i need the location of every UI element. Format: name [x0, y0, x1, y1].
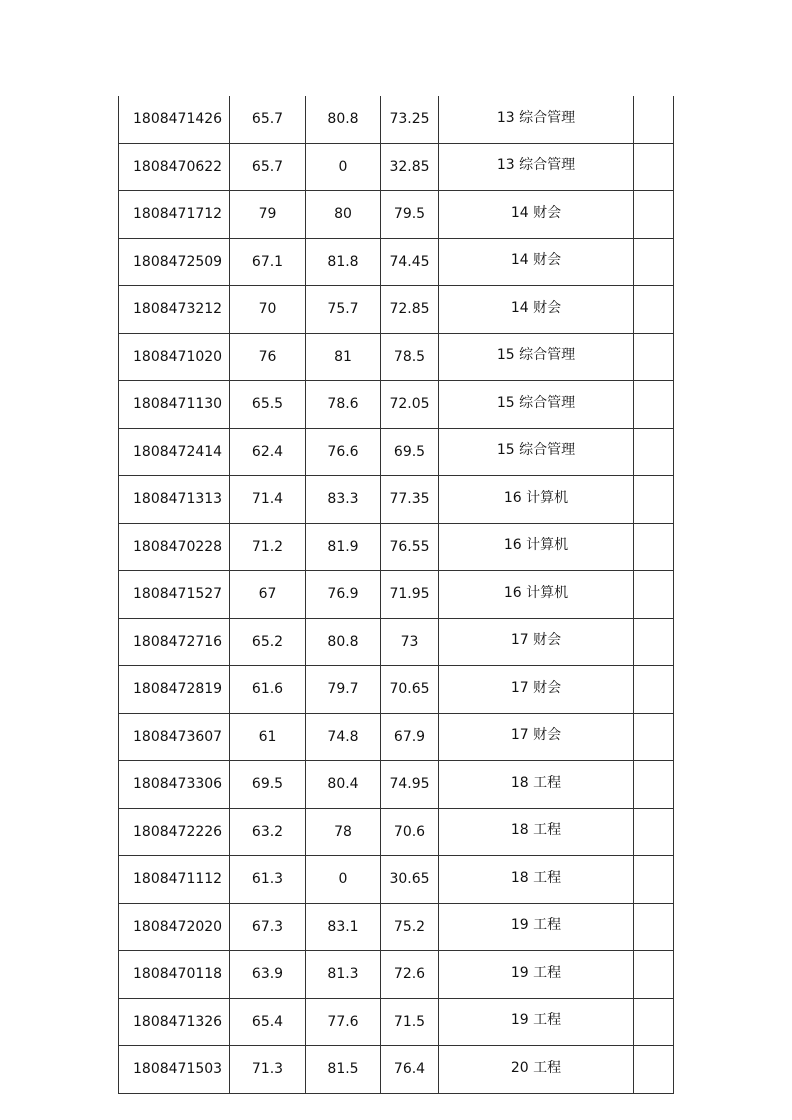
candidate-id-cell: 1808471503 — [119, 1046, 230, 1094]
written-score-cell: 61.6 — [230, 666, 306, 714]
total-score-cell: 74.95 — [381, 761, 439, 809]
note-cell — [634, 476, 674, 524]
position-group-cell: 18 工程 — [439, 808, 634, 856]
total-score-cell: 71.5 — [381, 998, 439, 1046]
table-row — [119, 713, 674, 761]
position-group-cell: 16 计算机 — [439, 571, 634, 619]
table-row — [119, 571, 674, 619]
position-group-cell: 18 工程 — [439, 761, 634, 809]
written-score-cell: 65.4 — [230, 998, 306, 1046]
interview-score-cell: 81.8 — [306, 238, 381, 286]
total-score-cell: 72.05 — [381, 381, 439, 429]
candidate-id-cell: 1808470228 — [119, 523, 230, 571]
written-score-cell: 67.1 — [230, 238, 306, 286]
total-score-cell: 77.35 — [381, 476, 439, 524]
interview-score-cell: 83.3 — [306, 476, 381, 524]
candidate-id-cell: 1808473212 — [119, 286, 230, 334]
table-row — [119, 1046, 674, 1094]
position-group-cell: 15 综合管理 — [439, 381, 634, 429]
written-score-cell: 61 — [230, 713, 306, 761]
position-group-cell: 19 工程 — [439, 903, 634, 951]
interview-score-cell: 83.1 — [306, 903, 381, 951]
written-score-cell: 65.2 — [230, 618, 306, 666]
table-row — [119, 476, 674, 524]
written-score-cell: 69.5 — [230, 761, 306, 809]
note-cell — [634, 428, 674, 476]
note-cell — [634, 951, 674, 999]
note-cell — [634, 761, 674, 809]
note-cell — [634, 713, 674, 761]
written-score-cell: 71.4 — [230, 476, 306, 524]
total-score-cell: 74.45 — [381, 238, 439, 286]
position-group-cell: 17 财会 — [439, 713, 634, 761]
interview-score-cell: 81.3 — [306, 951, 381, 999]
table-row — [119, 998, 674, 1046]
total-score-cell: 30.65 — [381, 856, 439, 904]
candidate-id-cell: 1808470118 — [119, 951, 230, 999]
candidate-id-cell: 1808471112 — [119, 856, 230, 904]
interview-score-cell: 75.7 — [306, 286, 381, 334]
position-group-cell: 15 综合管理 — [439, 333, 634, 381]
interview-score-cell: 78 — [306, 808, 381, 856]
total-score-cell: 79.5 — [381, 191, 439, 239]
interview-score-cell: 0 — [306, 856, 381, 904]
interview-score-cell: 0 — [306, 143, 381, 191]
candidate-id-cell: 1808472226 — [119, 808, 230, 856]
candidate-id-cell: 1808473306 — [119, 761, 230, 809]
candidate-id-cell: 1808472509 — [119, 238, 230, 286]
position-group-cell: 17 财会 — [439, 618, 634, 666]
note-cell — [634, 666, 674, 714]
candidate-id-cell: 1808471326 — [119, 998, 230, 1046]
table-row — [119, 666, 674, 714]
interview-score-cell: 80.8 — [306, 618, 381, 666]
table-row — [119, 523, 674, 571]
written-score-cell: 65.7 — [230, 143, 306, 191]
position-group-cell: 18 工程 — [439, 856, 634, 904]
candidate-id-cell: 1808471020 — [119, 333, 230, 381]
candidate-id-cell: 1808471130 — [119, 381, 230, 429]
written-score-cell: 63.9 — [230, 951, 306, 999]
note-cell — [634, 191, 674, 239]
total-score-cell: 76.55 — [381, 523, 439, 571]
note-cell — [634, 333, 674, 381]
interview-score-cell: 81.5 — [306, 1046, 381, 1094]
position-group-cell: 16 计算机 — [439, 523, 634, 571]
written-score-cell: 71.2 — [230, 523, 306, 571]
position-group-cell: 15 综合管理 — [439, 428, 634, 476]
interview-score-cell: 79.7 — [306, 666, 381, 714]
position-group-cell: 19 工程 — [439, 951, 634, 999]
candidate-id-cell: 1808472716 — [119, 618, 230, 666]
candidate-id-cell: 1808473607 — [119, 713, 230, 761]
table-row — [119, 808, 674, 856]
score-table — [118, 96, 674, 1094]
written-score-cell: 63.2 — [230, 808, 306, 856]
written-score-cell: 62.4 — [230, 428, 306, 476]
total-score-cell: 70.6 — [381, 808, 439, 856]
note-cell — [634, 808, 674, 856]
total-score-cell: 72.85 — [381, 286, 439, 334]
total-score-cell: 78.5 — [381, 333, 439, 381]
total-score-cell: 32.85 — [381, 143, 439, 191]
written-score-cell: 71.3 — [230, 1046, 306, 1094]
total-score-cell: 76.4 — [381, 1046, 439, 1094]
table-row — [119, 903, 674, 951]
note-cell — [634, 523, 674, 571]
candidate-id-cell: 1808471712 — [119, 191, 230, 239]
total-score-cell: 75.2 — [381, 903, 439, 951]
interview-score-cell: 80.4 — [306, 761, 381, 809]
table-row — [119, 428, 674, 476]
written-score-cell: 65.7 — [230, 96, 306, 143]
candidate-id-cell: 1808472020 — [119, 903, 230, 951]
note-cell — [634, 381, 674, 429]
interview-score-cell: 76.9 — [306, 571, 381, 619]
total-score-cell: 72.6 — [381, 951, 439, 999]
candidate-id-cell: 1808472819 — [119, 666, 230, 714]
note-cell — [634, 903, 674, 951]
candidate-id-cell: 1808472414 — [119, 428, 230, 476]
note-cell — [634, 571, 674, 619]
note-cell — [634, 143, 674, 191]
position-group-cell: 16 计算机 — [439, 476, 634, 524]
position-group-cell: 13 综合管理 — [439, 143, 634, 191]
table-row — [119, 951, 674, 999]
table-row — [119, 333, 674, 381]
interview-score-cell: 80 — [306, 191, 381, 239]
table-row — [119, 96, 674, 143]
written-score-cell: 67.3 — [230, 903, 306, 951]
position-group-cell: 17 财会 — [439, 666, 634, 714]
position-group-cell: 14 财会 — [439, 286, 634, 334]
written-score-cell: 70 — [230, 286, 306, 334]
interview-score-cell: 77.6 — [306, 998, 381, 1046]
interview-score-cell: 80.8 — [306, 96, 381, 143]
candidate-id-cell: 1808471426 — [119, 96, 230, 143]
position-group-cell: 19 工程 — [439, 998, 634, 1046]
candidate-id-cell: 1808470622 — [119, 143, 230, 191]
interview-score-cell: 81 — [306, 333, 381, 381]
note-cell — [634, 96, 674, 143]
note-cell — [634, 998, 674, 1046]
written-score-cell: 67 — [230, 571, 306, 619]
table-body — [119, 96, 674, 1093]
candidate-id-cell: 1808471313 — [119, 476, 230, 524]
interview-score-cell: 81.9 — [306, 523, 381, 571]
note-cell — [634, 856, 674, 904]
total-score-cell: 69.5 — [381, 428, 439, 476]
table-row — [119, 143, 674, 191]
total-score-cell: 73 — [381, 618, 439, 666]
written-score-cell: 61.3 — [230, 856, 306, 904]
table-row — [119, 286, 674, 334]
written-score-cell: 65.5 — [230, 381, 306, 429]
total-score-cell: 71.95 — [381, 571, 439, 619]
position-group-cell: 20 工程 — [439, 1046, 634, 1094]
table-row — [119, 238, 674, 286]
interview-score-cell: 74.8 — [306, 713, 381, 761]
table-row — [119, 191, 674, 239]
table-row — [119, 618, 674, 666]
written-score-cell: 76 — [230, 333, 306, 381]
total-score-cell: 73.25 — [381, 96, 439, 143]
candidate-id-cell: 1808471527 — [119, 571, 230, 619]
total-score-cell: 70.65 — [381, 666, 439, 714]
note-cell — [634, 286, 674, 334]
note-cell — [634, 618, 674, 666]
position-group-cell: 14 财会 — [439, 191, 634, 239]
interview-score-cell: 78.6 — [306, 381, 381, 429]
note-cell — [634, 1046, 674, 1094]
written-score-cell: 79 — [230, 191, 306, 239]
position-group-cell: 13 综合管理 — [439, 96, 634, 143]
table-row — [119, 381, 674, 429]
table-row — [119, 856, 674, 904]
total-score-cell: 67.9 — [381, 713, 439, 761]
interview-score-cell: 76.6 — [306, 428, 381, 476]
table-row — [119, 761, 674, 809]
note-cell — [634, 238, 674, 286]
position-group-cell: 14 财会 — [439, 238, 634, 286]
